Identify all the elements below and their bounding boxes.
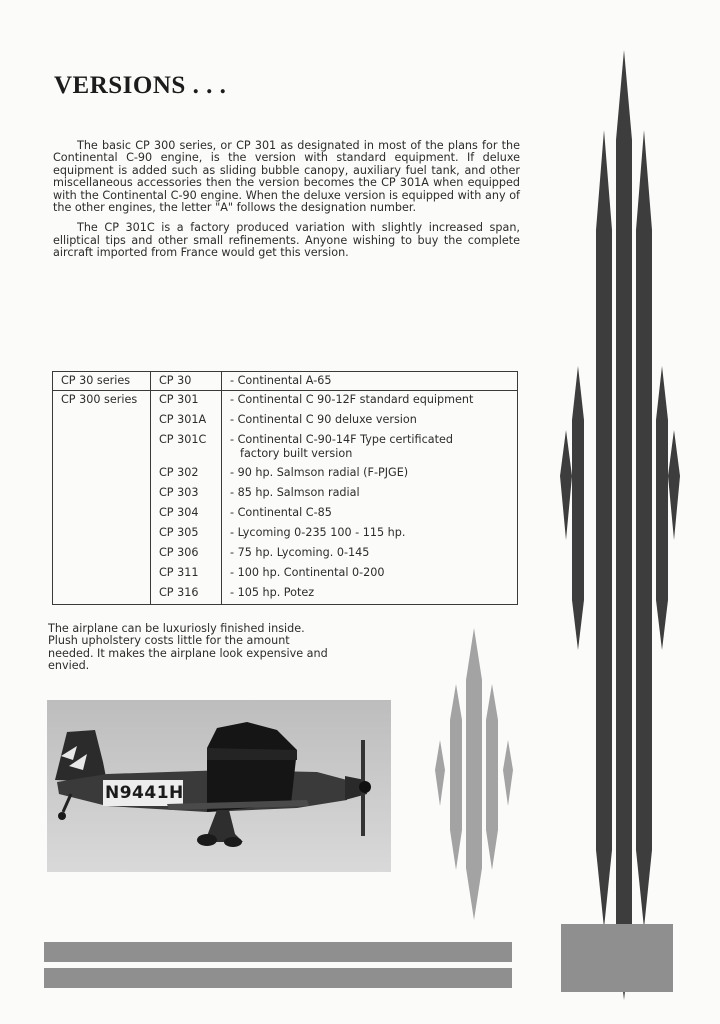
model-cell: CP 30 [151,372,222,391]
model-cell: CP 301A [159,413,207,426]
model-cell: CP 304 [159,506,199,519]
model-cell: CP 302 [159,466,199,479]
model-cell: CP 305 [159,526,199,539]
bottom-block [561,924,673,992]
spec-cell: - Lycoming 0-235 100 - 115 hp. [230,526,406,539]
spec-cell: - Continental A-65 [222,372,518,391]
intro-paragraph-2: The CP 301C is a factory produced variation with slightly increased span, elliptical tips and other small refinements. Anyone wishing to buy the complete aircraft imported from France would get this version. [53,221,520,260]
spec-cell: - 90 hp. Salmson radial (F-PJGE) [230,466,409,479]
model-cell: CP 301C [159,433,207,446]
spec-cell: - 105 hp. Potez [230,586,315,599]
model-cell: CP 303 [159,486,199,499]
ornament-spike-right [636,130,652,928]
page-title: VERSIONS . . . [54,72,227,99]
bottom-bar-upper [44,942,512,962]
spec-cell: - Continental C 90-12F standard equipment [230,393,474,406]
spec-text: - Continental C-90-14F Type certificated [230,433,453,446]
spec-cell: - 85 hp. Salmson radial [230,486,360,499]
ornament-spike-far-right [656,366,668,650]
photo-caption: The airplane can be luxuriosly finished inside. Plush upholstery costs little for the amount needed. It makes the airplane look expensive and envied. [48,622,328,673]
spec-cell: - Continental C-85 [230,506,332,519]
ornament-small-center [466,628,482,920]
ornament-spike-left [596,130,612,928]
ornament-spike-center [616,50,632,1000]
model-cell: CP 311 [159,566,199,579]
bottom-bar-lower [44,968,512,988]
model-cell: CP 306 [159,546,199,559]
aircraft-registration: N9441H [105,783,184,803]
spec-text-continued: factory built version [240,447,353,460]
model-cell: CP 301 [159,393,199,406]
spec-cell: - 75 hp. Lycoming. 0-145 [230,546,370,559]
intro-paragraph-1: The basic CP 300 series, or CP 301 as designated in most of the plans for the Continental C-90 engine, is the version with standard equipment. If deluxe equipment is added such as sliding bubble canopy, auxiliary fuel tank, and other miscellaneous accessories then the version becomes the CP 301A when equipped with the Continental C-90 engine. When the deluxe version is equipped with any of the other engines, the letter "A" follows the designation number. [53,139,520,215]
model-cell: CP 316 [159,586,199,599]
spec-cell: - Continental C 90 deluxe version [230,413,417,426]
spec-cell: - 100 hp. Continental 0-200 [230,566,385,579]
ornament-spike-far-left [572,366,584,650]
series-cell: CP 300 series [53,391,151,605]
series-cell: CP 30 series [53,372,151,391]
